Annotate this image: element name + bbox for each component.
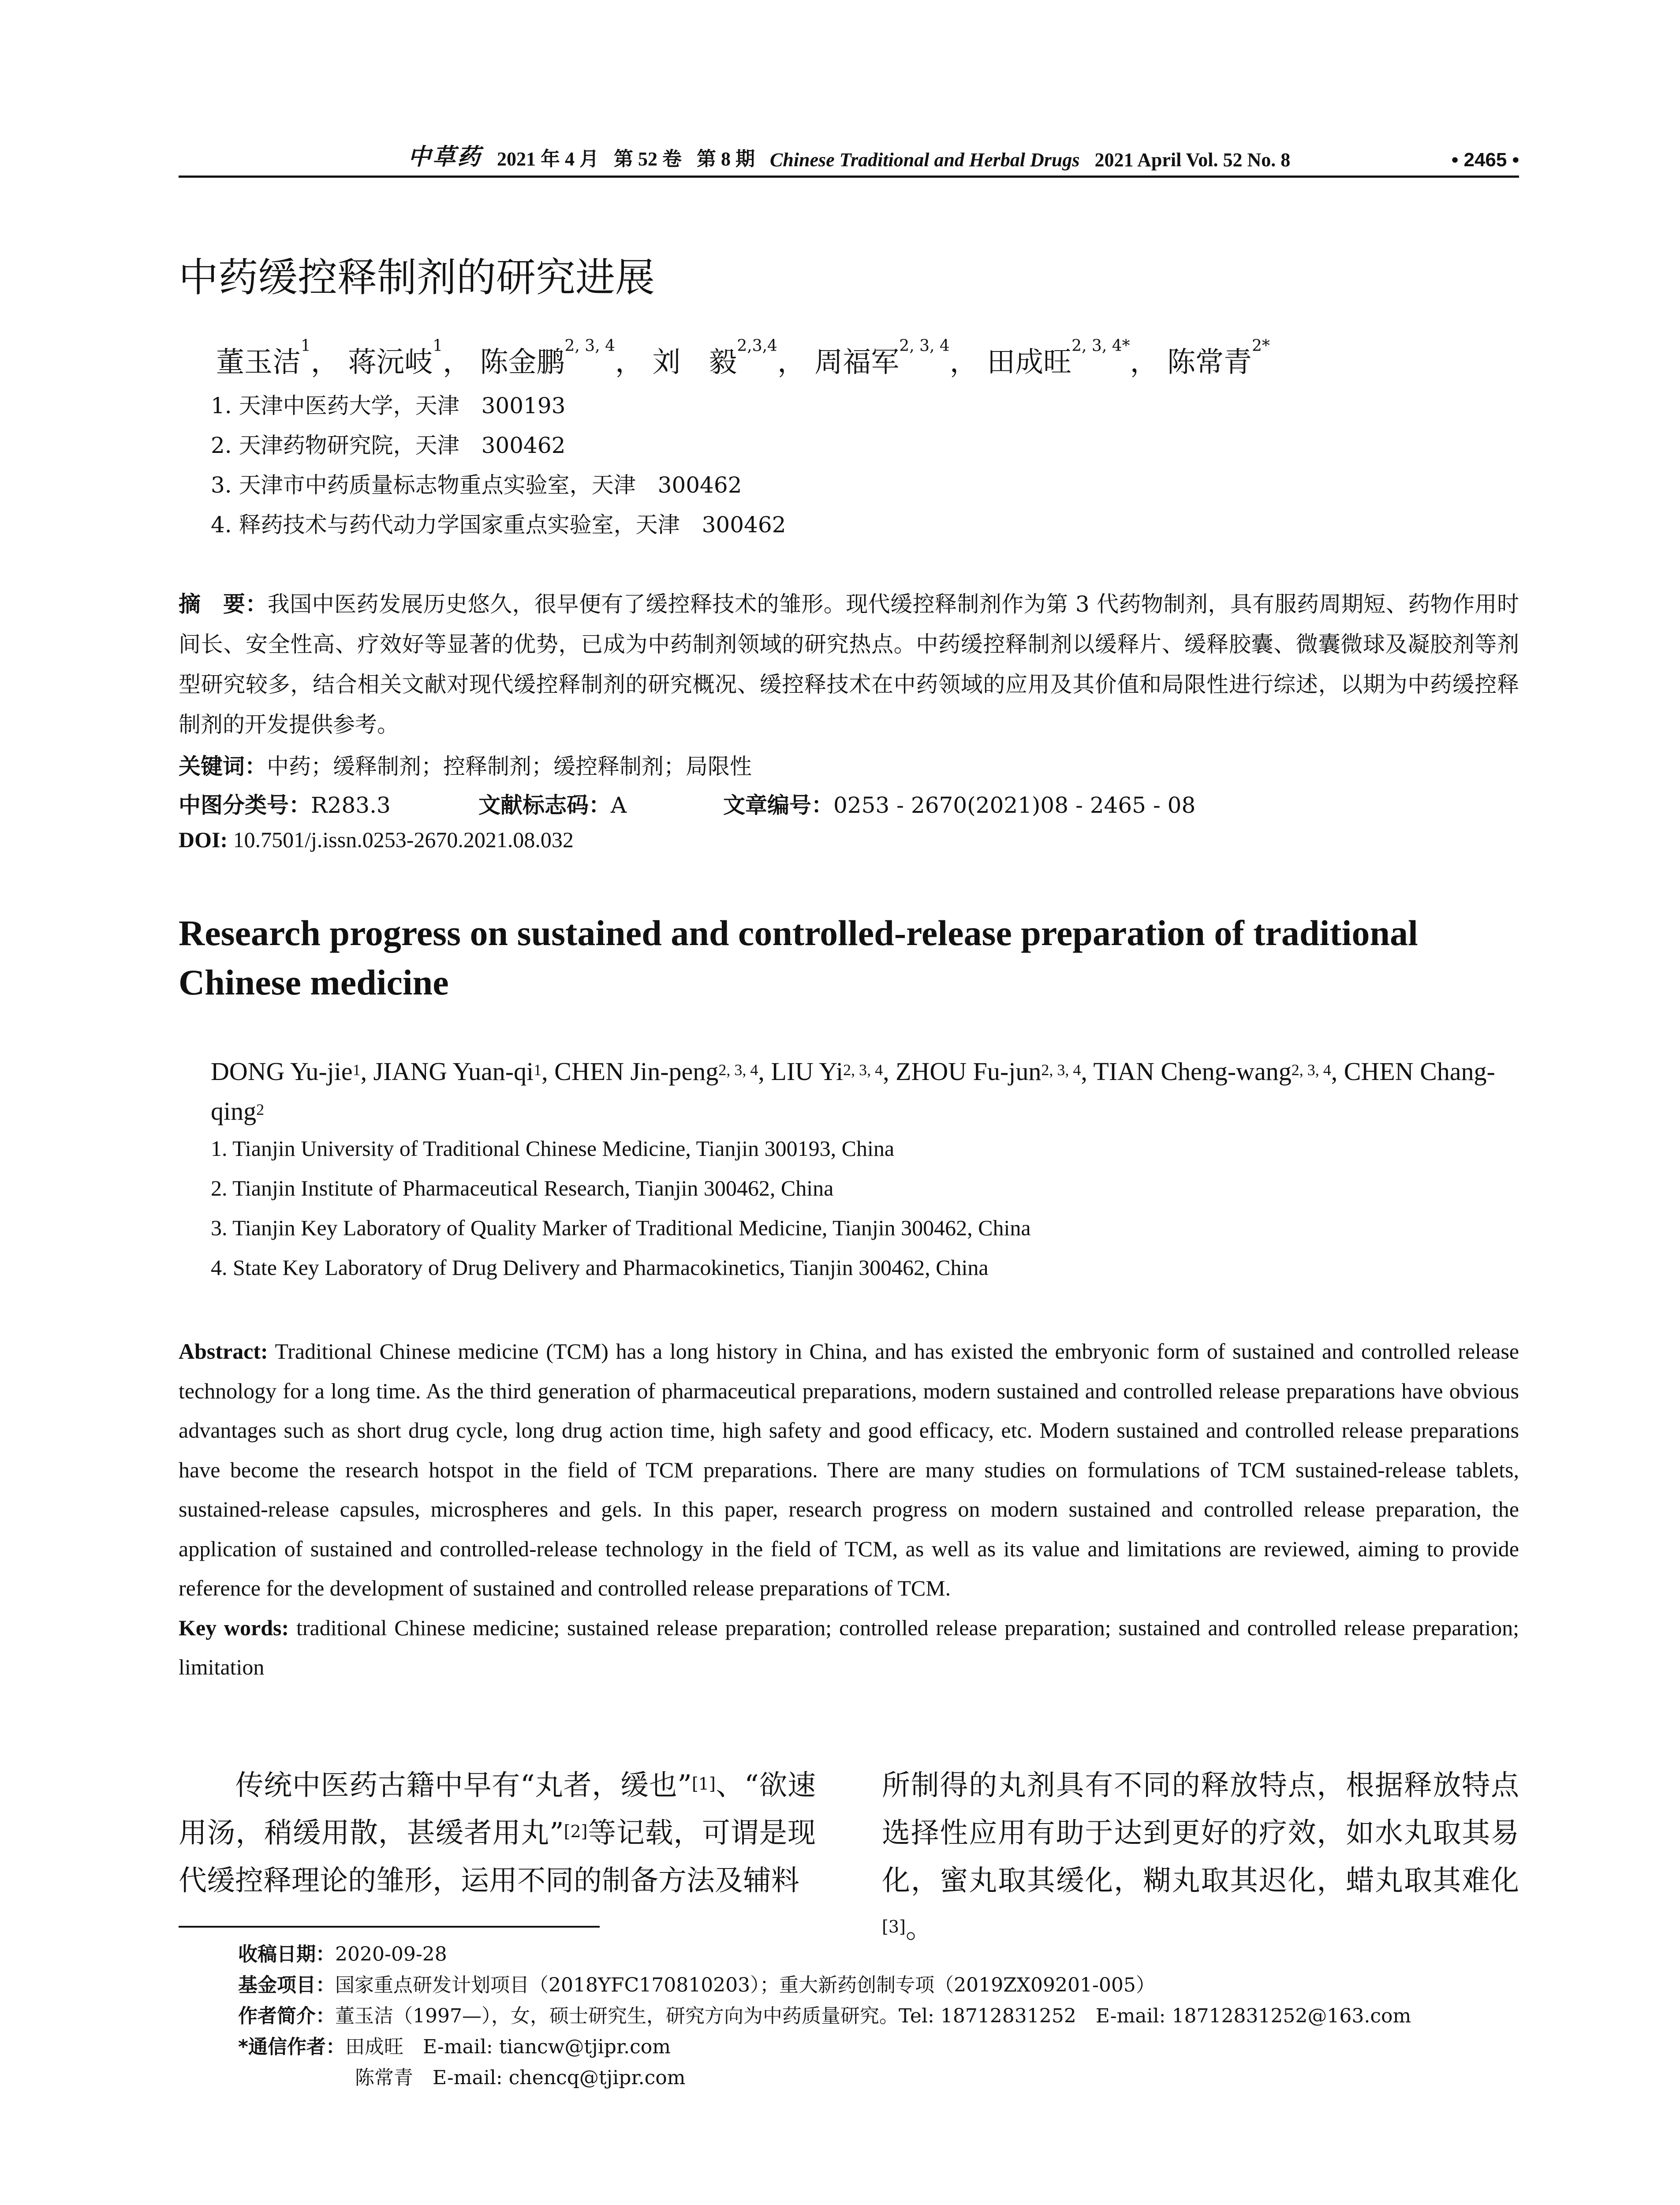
- author-affil-sup: 2,3,4: [737, 337, 777, 355]
- author-affil-sup: 1: [301, 337, 311, 355]
- author-affil-sup: 2, 3, 4: [843, 1061, 883, 1079]
- title-en: [179, 908, 1537, 1007]
- clc-label: 中图分类号：: [179, 792, 311, 818]
- body-text: 、“欲速用汤，稍缓用散，甚缓者用丸”: [179, 1769, 816, 1850]
- author-affil-sup: 1: [433, 337, 443, 355]
- body-text: 等记载，可谓是现代缓控释理论的雏形，运用不同的制备方法及辅料: [179, 1817, 816, 1897]
- fund-value: 国家重点研发计划项目（2018YFC170810203）；重大新药创制专项（2019ZX09201-005）: [335, 1974, 1155, 1996]
- doc-code-label: 文献标志码：: [478, 792, 611, 818]
- doc-code-value: A: [611, 792, 627, 818]
- affiliation-zh-3: 3. 天津市中药质量标志物重点实验室，天津 300462: [211, 472, 742, 498]
- author-en: DONG Yu-jie: [211, 1057, 353, 1086]
- affiliation-en-3: 3. Tianjin Key Laboratory of Quality Marker of Traditional Medicine, Tianjin 300462, China: [211, 1215, 1031, 1240]
- author-affil-sup: 1: [534, 1061, 542, 1079]
- body-text: 传统中医药古籍中早有“丸者，缓也”: [235, 1769, 692, 1802]
- citation-ref[interactable]: [1]: [691, 1774, 716, 1794]
- author-en: LIU Yi: [771, 1057, 844, 1086]
- author-affil-sup: 2: [256, 1101, 265, 1118]
- article-number-cell: [723, 788, 1195, 819]
- abstract-zh-label: 摘 要：: [179, 591, 268, 617]
- author-en: TIAN Cheng-wang: [1093, 1057, 1292, 1086]
- keywords-zh-label: 关键词：: [179, 754, 267, 779]
- footnote-correspondence: [238, 2031, 671, 2059]
- article-number-label: 文章编号：: [723, 792, 833, 818]
- body-column-right: [882, 1762, 1519, 1952]
- running-header: [179, 140, 1519, 171]
- author-en: ZHOU Fu-jun: [896, 1057, 1042, 1086]
- author-affil-sup: 2, 3, 4: [899, 337, 950, 355]
- author-affil-sup: 2, 3, 4: [1041, 1061, 1081, 1079]
- author-zh: 陈常青: [1167, 346, 1252, 379]
- affiliation-en-1: 1. Tianjin University of Traditional Chinese Medicine, Tianjin 300193, China: [211, 1136, 895, 1161]
- author-en: CHEN Jin-peng: [554, 1057, 719, 1086]
- page-number: • 2465 •: [1451, 149, 1519, 171]
- author-affil-sup: 2, 3, 4*: [1071, 337, 1130, 355]
- abstract-zh-text: 我国中医药发展历史悠久，很早便有了缓控释技术的雏形。现代缓控释制剂作为第 3 代药物制剂，具有服药周期短、药物作用时间长、安全性高、疗效好等显著的优势，已成为中药制剂领域的研究热点。中药缓控释制剂以缓释片、缓释胶囊、微囊微球及凝胶剂等剂型研究较多，结合相关文献对现代缓控释制剂的研究概况、缓控释技术在中药领域的应用及其价值和局限性进行综述，以期为中药缓控释制剂的开发提供参考。: [179, 591, 1519, 737]
- footnote-received: [238, 1938, 447, 1966]
- abstract-en: [179, 1332, 1519, 1687]
- bio-label: 作者简介：: [238, 2005, 335, 2027]
- author-zh: 蒋沅岐: [348, 346, 433, 379]
- journal-name-zh: 中草药: [408, 145, 482, 170]
- abstract-zh: [179, 584, 1519, 745]
- classification-row: [179, 788, 1195, 819]
- keywords-en-label: Key words:: [179, 1615, 289, 1640]
- author-en: JIANG Yuan-qi: [373, 1057, 534, 1086]
- citation-ref[interactable]: [2]: [564, 1822, 588, 1841]
- doi-label: DOI:: [179, 827, 228, 852]
- author-zh: 董玉洁: [216, 346, 301, 379]
- footnote-fund: [238, 1969, 1155, 1997]
- author-zh: 陈金鹏: [480, 346, 565, 379]
- header-rule: [179, 176, 1519, 178]
- footnote-correspondence-2: 陈常青 E-mail: chencq@tjipr.com: [355, 2067, 686, 2089]
- issue-zh: 第 8 期: [697, 148, 755, 170]
- clc-cell: [179, 788, 478, 819]
- body-column-left: [179, 1762, 816, 1905]
- corr-contact-1: 田成旺 E-mail: tiancw@tjipr.com: [345, 2036, 671, 2058]
- affiliation-en-4: 4. State Key Laboratory of Drug Delivery and Pharmacokinetics, Tianjin 300462, China: [211, 1255, 989, 1280]
- title-en-line-1: Research progress on sustained and controlled-release preparation of traditional: [179, 913, 1418, 953]
- author-affil-sup: 1: [352, 1061, 361, 1079]
- issue-date-en: 2021 April Vol. 52 No. 8: [1094, 149, 1291, 171]
- body-text: 所制得的丸剂具有不同的释放特点，根据释放特点选择性应用有助于达到更好的疗效，如水丸取其易化，蜜丸取其缓化，糊丸取其迟化，蜡丸取其难化: [882, 1769, 1519, 1897]
- author-affil-sup: 2, 3, 4: [1291, 1061, 1331, 1079]
- body-text: 。: [905, 1912, 934, 1945]
- bio-value: 董玉洁（1997—），女，硕士研究生，研究方向为中药质量研究。Tel: 18712831252 E-mail: 18712831252@163.com: [335, 2005, 1411, 2027]
- keywords-en-text: traditional Chinese medicine; sustained release preparation; controlled release preparation; sustained and controlled release preparation; limitation: [179, 1615, 1519, 1679]
- citation-ref[interactable]: [3]: [882, 1917, 906, 1936]
- volume-zh: 第 52 卷: [614, 148, 682, 170]
- author-affil-sup: 2, 3, 4: [718, 1061, 758, 1079]
- doi-row: [179, 827, 574, 852]
- author-en: CHEN Chang-qing: [211, 1057, 1495, 1125]
- abstract-en-text: Traditional Chinese medicine (TCM) has a long history in China, and has existed the embryonic form of sustained and controlled release technology for a long time. As the third generation of pharmaceutical preparations, modern sustained and controlled release preparations have obvious advantages such as short drug cycle, long drug action time, high safety and good efficacy, etc. Modern sustained and controlled release preparations have become the research hotspot in the field of TCM preparations. There are many studies on formulations of TCM sustained-release tablets, sustained-release capsules, microspheres and gels. In this paper, research progress on modern sustained and controlled release preparation, the application of sustained and controlled-release technology in the field of TCM, as well as its value and limitations are reviewed, aiming to provide reference for the development of sustained and controlled release preparations of TCM.: [179, 1339, 1519, 1600]
- corr-label: *通信作者：: [238, 2036, 346, 2058]
- affiliation-zh-2: 2. 天津药物研究院，天津 300462: [211, 433, 566, 458]
- author-zh: 刘 毅: [652, 346, 737, 379]
- footnote-author-bio: [238, 2000, 1411, 2028]
- clc-value: R283.3: [311, 792, 391, 818]
- keywords-zh-text: 中药；缓释制剂；控释制剂；缓控释制剂；局限性: [267, 754, 752, 779]
- affiliation-en-2: 2. Tianjin Institute of Pharmaceutical Research, Tianjin 300462, China: [211, 1176, 834, 1200]
- fund-label: 基金项目：: [238, 1974, 335, 1996]
- author-zh: 周福军: [814, 346, 900, 379]
- footnote-rule: [179, 1926, 600, 1928]
- article-number-value: 0253 - 2670(2021)08 - 2465 - 08: [833, 792, 1196, 818]
- received-label: 收稿日期：: [238, 1943, 335, 1966]
- affiliation-zh-4: 4. 释药技术与药代动力学国家重点实验室，天津 300462: [211, 512, 786, 538]
- doi-value[interactable]: 10.7501/j.issn.0253-2670.2021.08.032: [233, 827, 574, 852]
- author-affil-sup: 2*: [1251, 337, 1270, 355]
- doc-code-cell: [478, 788, 723, 819]
- author-zh: 田成旺: [987, 346, 1072, 379]
- authors-en: DONG Yu-jie$^1$, JIANG Yuan-$qi^1$, CHEN Jin-peng$^{2, 3, 4}$, LIU Yi$^{2, 3, 4}$, ZHOU Fu-jun$^{2, 3, 4}$, TIAN Cheng-wang$^{2, 3, 4}$, CHEN Chang-qing$^2$: [211, 1057, 1495, 1125]
- journal-name-en: Chinese Traditional and Herbal Drugs: [770, 149, 1080, 171]
- keywords-zh: [179, 749, 752, 781]
- author-affil-sup: 2, 3, 4: [564, 337, 615, 355]
- header-left: [179, 138, 1290, 171]
- title-zh: 中药缓控释制剂的研究进展: [179, 254, 655, 301]
- affiliation-zh-1: 1. 天津中医药大学，天津 300193: [211, 393, 566, 419]
- authors-zh: 董玉洁$^1$， 蒋沅岐$^1$， 陈金鹏$^{2, 3, 4}$， 刘 毅$^{2,3,4}$， 周福军$^{2, 3, 4}$， 田成旺$^{2, 3, 4*}$， 陈常青$^{2*}$: [216, 337, 1270, 379]
- title-en-line-2: Chinese medicine: [179, 962, 449, 1002]
- issue-date-zh: 2021 年 4 月: [497, 148, 599, 170]
- abstract-en-label: Abstract:: [179, 1339, 268, 1364]
- received-value: 2020-09-28: [335, 1943, 447, 1966]
